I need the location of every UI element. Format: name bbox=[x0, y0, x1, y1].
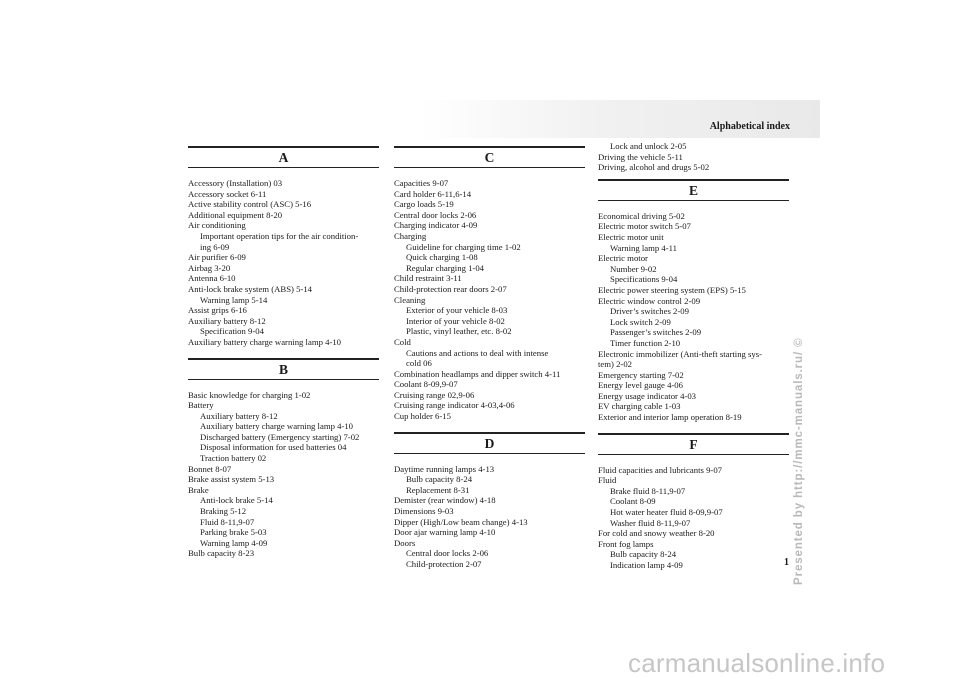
index-entry: Charging indicator 4-09 bbox=[394, 220, 478, 231]
index-entry: Electric motor bbox=[598, 253, 648, 264]
index-entry: Accessory socket 6-11 bbox=[188, 188, 267, 199]
index-entry: Assist grips 6-16 bbox=[188, 305, 247, 316]
index-entry: Child restraint 3-11 bbox=[394, 273, 462, 284]
section-letter-heading: E bbox=[598, 179, 789, 201]
index-subentry: Auxiliary battery 8-12 bbox=[200, 410, 278, 421]
index-subentry: Warning lamp 4-11 bbox=[610, 242, 678, 253]
index-subentry: Disposal information for used batteries 04 bbox=[200, 442, 347, 453]
index-subentry: Regular charging 1-04 bbox=[406, 262, 485, 273]
index-subentry: Bulb capacity 8-24 bbox=[610, 549, 677, 560]
index-subentry: Brake fluid 8-11,9-07 bbox=[610, 485, 686, 496]
index-entry: Brake assist system 5-13 bbox=[188, 474, 275, 485]
index-subentry: Important operation tips for the air condition- bbox=[200, 230, 359, 241]
index-entry: Doors bbox=[394, 537, 416, 548]
footer-watermark: carmanualsonline.info bbox=[628, 648, 886, 678]
index-entry: tem) 2-02 bbox=[598, 359, 633, 370]
index-subentry: Passenger’s switches 2-09 bbox=[610, 327, 702, 338]
index-subentry: Warning lamp 5-14 bbox=[200, 294, 268, 305]
index-entry: Daytime running lamps 4-13 bbox=[394, 463, 495, 474]
index-entry: Accessory (Installation) 03 bbox=[188, 178, 283, 188]
index-entry: Electric motor switch 5-07 bbox=[598, 221, 691, 232]
index-entry: Active stability control (ASC) 5-16 bbox=[188, 199, 312, 210]
index-entry: Cup holder 6-15 bbox=[394, 411, 451, 422]
index-entry: Cargo loads 5-19 bbox=[394, 199, 454, 210]
section-letter-heading: D bbox=[394, 432, 585, 454]
index-subentry: Specification 9-04 bbox=[200, 326, 264, 337]
index-entry: Brake bbox=[188, 484, 209, 495]
section-letter-heading: A bbox=[188, 146, 379, 168]
index-entry: Capacities 9-07 bbox=[394, 178, 449, 188]
index-entry: Cleaning bbox=[394, 294, 426, 305]
index-entry: Charging bbox=[394, 230, 427, 241]
index-entry: Emergency starting 7-02 bbox=[598, 369, 684, 380]
section-letter-heading: F bbox=[598, 433, 789, 455]
index-entry: Auxiliary battery 8-12 bbox=[188, 315, 266, 326]
index-entry: Electronic immobilizer (Anti-theft starting sys- bbox=[598, 348, 763, 359]
index-entry: Electric power steering system (EPS) 5-15 bbox=[598, 284, 746, 295]
index-column-3 bbox=[598, 141, 789, 571]
index-subentry: Exterior of your vehicle 8-03 bbox=[406, 305, 508, 316]
index-subentry: Indication lamp 4-09 bbox=[610, 560, 683, 570]
index-entry: Cruising range 02,9-06 bbox=[394, 389, 475, 400]
index-entry: Energy usage indicator 4-03 bbox=[598, 390, 697, 401]
index-subentry: Cautions and actions to deal with intense bbox=[406, 347, 549, 358]
index-subentry: Interior of your vehicle 8-02 bbox=[406, 315, 505, 326]
index-subentry: Traction battery 02 bbox=[200, 453, 267, 464]
index-subentry: Washer fluid 8-11,9-07 bbox=[610, 517, 691, 528]
index-subentry: Parking brake 5-03 bbox=[200, 527, 267, 538]
index-entry: Dimensions 9-03 bbox=[394, 506, 454, 517]
index-entry: Fluid bbox=[598, 475, 617, 486]
index-subentry: Quick charging 1-08 bbox=[406, 252, 478, 263]
index-entry: Coolant 8-09,9-07 bbox=[394, 379, 458, 390]
index-entry: Door ajar warning lamp 4-10 bbox=[394, 527, 496, 538]
index-entry: Front fog lamps bbox=[598, 538, 654, 549]
index-entry: Battery bbox=[188, 400, 214, 411]
index-entry: Economical driving 5-02 bbox=[598, 210, 685, 221]
index-entry: Additional equipment 8-20 bbox=[188, 209, 283, 220]
section-letter-heading: C bbox=[394, 146, 585, 168]
index-subentry: Number 9-02 bbox=[610, 263, 657, 274]
index-entry: Electric motor unit bbox=[598, 231, 664, 242]
page-title: Alphabetical index bbox=[709, 121, 790, 132]
index-entry: Combination headlamps and dipper switch 4-11 bbox=[394, 368, 561, 379]
index-entry: Auxiliary battery charge warning lamp 4-10 bbox=[188, 336, 342, 347]
index-column-2 bbox=[394, 146, 585, 570]
index-entry: Antenna 6-10 bbox=[188, 273, 236, 284]
index-subentry: Child-protection 2-07 bbox=[406, 559, 482, 569]
index-entry: Cold bbox=[394, 336, 411, 347]
index-entry: Bonnet 8-07 bbox=[188, 463, 232, 474]
index-entry: Driving, alcohol and drugs 5-02 bbox=[598, 162, 710, 173]
index-entry: Card holder 6-11,6-14 bbox=[394, 188, 472, 199]
page-number: 1 bbox=[784, 557, 789, 568]
index-subentry: Anti-lock brake 5-14 bbox=[200, 495, 273, 506]
index-subentry: Replacement 8-31 bbox=[406, 484, 470, 495]
watermark-text: Presented by http://mmc-manuals.ru/ © bbox=[793, 337, 805, 585]
index-entry: Exterior and interior lamp operation 8-19 bbox=[598, 412, 742, 423]
index-entry: Central door locks 2-06 bbox=[394, 209, 477, 220]
index-entry: For cold and snowy weather 8-20 bbox=[598, 528, 715, 539]
index-entry: Child-protection rear doors 2-07 bbox=[394, 283, 507, 294]
index-entry: Demister (rear window) 4-18 bbox=[394, 495, 496, 506]
index-subentry: Plastic, vinyl leather, etc. 8-02 bbox=[406, 326, 512, 337]
index-entry: Air purifier 6-09 bbox=[188, 252, 246, 263]
index-entry: Basic knowledge for charging 1-02 bbox=[188, 389, 311, 400]
index-entry: Cruising range indicator 4-03,4-06 bbox=[394, 400, 515, 411]
index-entry: EV charging cable 1-03 bbox=[598, 401, 681, 412]
index-entry: Energy level gauge 4-06 bbox=[598, 380, 683, 391]
index-subentry: ing 6-09 bbox=[200, 241, 230, 252]
index-subentry: Central door locks 2-06 bbox=[406, 548, 489, 559]
index-subentry: Hot water heater fluid 8-09,9-07 bbox=[610, 507, 723, 518]
index-subentry: Driver’s switches 2-09 bbox=[610, 306, 689, 317]
index-column-1 bbox=[188, 146, 379, 559]
index-subentry: Coolant 8-09 bbox=[610, 496, 656, 507]
index-subentry: Timer function 2-10 bbox=[610, 337, 681, 348]
index-entry: Driving the vehicle 5-11 bbox=[598, 151, 683, 162]
index-subentry: Lock switch 2-09 bbox=[610, 316, 671, 327]
index-subentry: cold 06 bbox=[406, 358, 432, 369]
index-subentry: Discharged battery (Emergency starting) 7-02 bbox=[200, 431, 360, 442]
section-letter-heading: B bbox=[188, 358, 379, 380]
index-entry: Bulb capacity 8-23 bbox=[188, 548, 255, 559]
index-entry: Air conditioning bbox=[188, 220, 246, 231]
index-subentry: Braking 5-12 bbox=[200, 506, 247, 517]
index-subentry: Lock and unlock 2-05 bbox=[610, 141, 687, 151]
index-entry: Anti-lock brake system (ABS) 5-14 bbox=[188, 283, 313, 294]
index-subentry: Specifications 9-04 bbox=[610, 274, 678, 285]
header-band bbox=[420, 100, 820, 138]
index-subentry: Bulb capacity 8-24 bbox=[406, 474, 473, 485]
index-subentry: Warning lamp 4-09 bbox=[200, 537, 268, 548]
index-subentry: Guideline for charging time 1-02 bbox=[406, 241, 521, 252]
index-entry: Electric window control 2-09 bbox=[598, 295, 701, 306]
index-entry: Airbag 3-20 bbox=[188, 262, 231, 273]
index-entry: Fluid capacities and lubricants 9-07 bbox=[598, 464, 723, 475]
index-subentry: Fluid 8-11,9-07 bbox=[200, 516, 255, 527]
index-entry: Dipper (High/Low beam change) 4-13 bbox=[394, 516, 528, 527]
index-subentry: Auxiliary battery charge warning lamp 4-10 bbox=[200, 421, 354, 432]
